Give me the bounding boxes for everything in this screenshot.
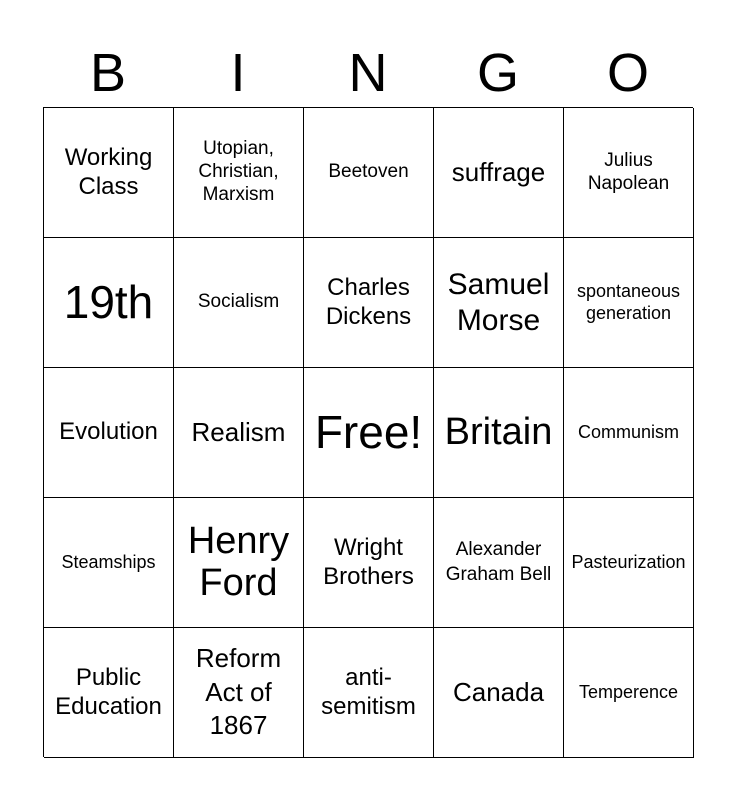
bingo-cell-r1-c1[interactable]	[44, 108, 174, 238]
bingo-cell-r1-c3[interactable]	[304, 108, 434, 238]
bingo-cell-r5-c4[interactable]	[434, 628, 564, 758]
header-letter-i: I	[230, 43, 246, 103]
bingo-header	[43, 40, 693, 106]
bingo-cell-r4-c1[interactable]	[44, 498, 174, 628]
cell-label: Henry Ford	[187, 519, 290, 604]
cell-label: Britain	[444, 410, 553, 453]
cell-label: Canada	[452, 676, 545, 707]
bingo-cell-r5-c5[interactable]	[564, 628, 694, 758]
bingo-cell-r4-c3[interactable]	[304, 498, 434, 628]
cell-label: Socialism	[197, 291, 280, 313]
cell-label: suffrage	[451, 156, 546, 187]
header-letter-b: B	[89, 43, 127, 103]
bingo-cell-r1-c4[interactable]	[434, 108, 564, 238]
bingo-cell-r5-c2[interactable]	[174, 628, 304, 758]
bingo-cell-r4-c5[interactable]	[564, 498, 694, 628]
header-letter-o: O	[606, 43, 649, 103]
bingo-cell-r3-c4[interactable]	[434, 368, 564, 498]
cell-label: Samuel Morse	[447, 267, 550, 337]
cell-label: spontaneous generation	[576, 280, 681, 323]
bingo-board	[43, 107, 693, 757]
free-space-label: Free!	[314, 405, 423, 458]
cell-label: anti-semitism	[321, 663, 416, 720]
bingo-cell-r2-c3[interactable]	[304, 238, 434, 368]
cell-label: Realism	[191, 416, 286, 447]
bingo-cell-r5-c3[interactable]	[304, 628, 434, 758]
cell-label: Temperence	[578, 681, 679, 702]
header-letter-n: N	[348, 43, 388, 103]
bingo-cell-r1-c2[interactable]	[174, 108, 304, 238]
cell-label: Public Education	[55, 663, 162, 720]
bingo-cell-r2-c4[interactable]	[434, 238, 564, 368]
bingo-cell-r4-c4[interactable]	[434, 498, 564, 628]
cell-label: Pasteurization	[571, 551, 686, 572]
cell-label: Charles Dickens	[325, 273, 412, 330]
cell-label: Beetoven	[328, 161, 409, 183]
cell-label: Communism	[577, 421, 679, 442]
bingo-cell-r2-c2[interactable]	[174, 238, 304, 368]
bingo-cell-r3-c1[interactable]	[44, 368, 174, 498]
bingo-cell-r2-c5[interactable]	[564, 238, 694, 368]
cell-label: Evolution	[59, 418, 158, 446]
cell-label: Utopian, Christian, Marxism	[198, 138, 279, 205]
bingo-cell-r2-c1[interactable]	[44, 238, 174, 368]
cell-label: Steamships	[61, 551, 156, 572]
cell-label: Working Class	[64, 143, 153, 200]
cell-label: Wright Brothers	[323, 533, 414, 590]
bingo-cell-r3-c5[interactable]	[564, 368, 694, 498]
cell-label: Alexander Graham Bell	[445, 538, 552, 585]
bingo-cell-r1-c5[interactable]	[564, 108, 694, 238]
cell-label: 19th	[63, 275, 154, 328]
header-letter-g: G	[476, 43, 519, 103]
bingo-cell-r3-c2[interactable]	[174, 368, 304, 498]
bingo-cell-r5-c1[interactable]	[44, 628, 174, 758]
bingo-cell-r4-c2[interactable]	[174, 498, 304, 628]
cell-label: Julius Napolean	[587, 149, 670, 194]
cell-label: Reform Act of 1867	[195, 642, 282, 741]
bingo-cell-free[interactable]	[304, 368, 434, 498]
